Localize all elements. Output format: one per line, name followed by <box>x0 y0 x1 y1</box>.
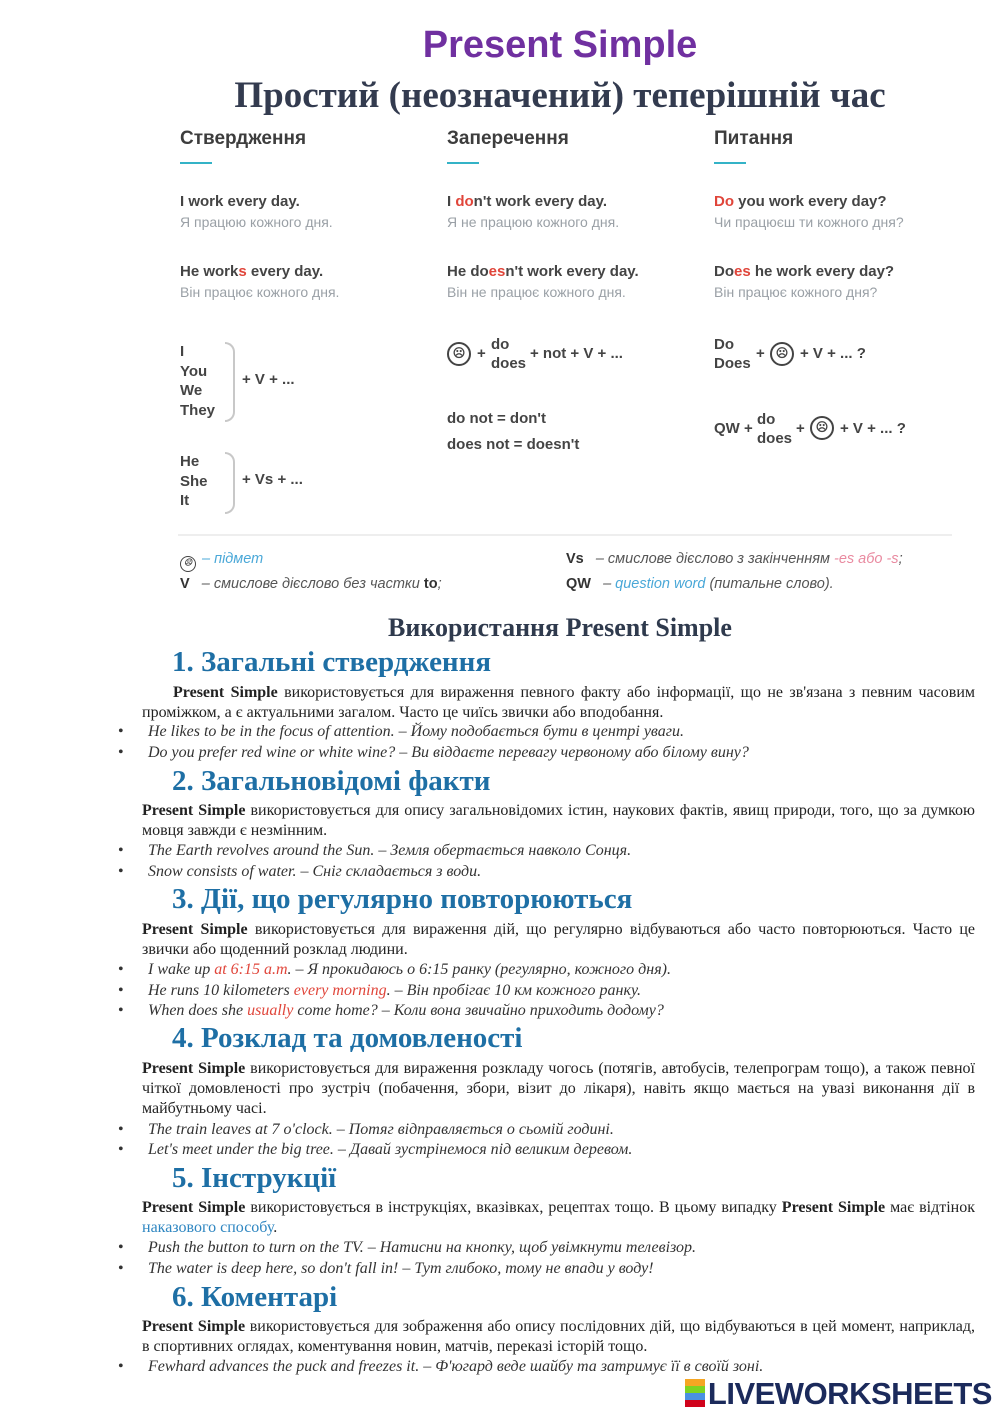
neg-contraction-2: does not = doesn't <box>447 436 580 453</box>
aff-example-2-translation: Він працює кожного дня. <box>180 284 340 300</box>
q-formula-1: + V + ... ? <box>800 345 866 362</box>
liveworksheets-logo[interactable]: LIVEWORKSHEETS <box>685 1376 992 1412</box>
title-ukrainian: Простий (неозначений) теперішній час <box>234 75 886 116</box>
aff-example-2: He works every day. <box>180 263 324 280</box>
section-3-text: Present Simple використовується для вираження дій, що регулярно відбуваються або часто повторюються. Часто це звички або щоденний розклад людини. <box>142 921 976 958</box>
q-formula-2: + V + ... ? <box>840 420 906 437</box>
neg-example-2-translation: Він не працює кожного дня. <box>447 284 626 300</box>
q-plus: + <box>796 420 805 437</box>
list-item: • Do you prefer red wine or white wine? – Ви віддаєте перевагу червоному або білому вину? <box>148 744 749 762</box>
neg-contraction-1: do not = don't <box>447 410 546 427</box>
col-underline <box>714 162 746 164</box>
q-qw: QW + <box>714 420 753 437</box>
brace <box>225 342 235 422</box>
pronoun-group-1: I You We They <box>180 343 216 419</box>
subject-face-icon: ☹ <box>810 416 834 440</box>
legend-v: V – смислове дієслово без частки to; <box>180 576 442 592</box>
formula-singular: + Vs + ... <box>242 471 303 488</box>
q-example-1: Do you work every day? <box>714 193 887 210</box>
col-underline <box>180 162 212 164</box>
q-example-1-translation: Чи працюєш ти кожного дня? <box>714 214 904 230</box>
divider <box>178 534 952 536</box>
col-head-negative: Заперечення <box>447 128 569 149</box>
col-head-question: Питання <box>714 128 794 149</box>
logo-icon <box>685 1379 705 1407</box>
list-item: • Fewhard advances the puck and freezes it. – Ф'югард веде шайбу та затримує її в своїй зоні. <box>148 1358 763 1376</box>
col-head-affirmative: Ствердження <box>180 128 307 149</box>
legend-qw: QW – question word (питальне слово). <box>566 576 834 592</box>
q-qw-do-does: do does <box>757 411 793 447</box>
legend-subject: ☹ – підмет <box>180 551 263 572</box>
section-4-heading: 4. Розклад та домовленості <box>172 1022 523 1054</box>
usage-title: Використання Present Simple <box>388 613 732 642</box>
title-english: Present Simple <box>422 24 698 66</box>
list-item: • When does she usually come home? – Коли вона звичайно приходить додому? <box>148 1002 664 1020</box>
section-1-heading: 1. Загальні ствердження <box>172 646 492 678</box>
subject-face-icon: ☹ <box>770 342 794 366</box>
list-item: • He runs 10 kilometers every morning. – Він пробігає 10 км кожного ранку. <box>148 982 641 1000</box>
col-underline <box>447 162 479 164</box>
legend-vs: Vs – смислове дієслово з закінченням -es або -s; <box>566 551 903 567</box>
list-item: • I wake up at 6:15 a.m. – Я прокидаюсь о 6:15 ранку (регулярно, кожного дня). <box>148 961 671 979</box>
q-example-2-translation: Він працює кожного дня? <box>714 284 878 300</box>
q-plus: + <box>756 345 765 362</box>
q-example-2: Does he work every day? <box>714 263 895 280</box>
formula-plural: + V + ... <box>242 371 295 388</box>
neg-formula: + not + V + ... <box>530 345 623 362</box>
subject-face-icon: ☹ <box>447 342 471 366</box>
brace <box>225 452 235 514</box>
section-5-text: Present Simple використовується в інструкціях, вказівках, рецептах тощо. В цьому випадку Present Simple має відтінок наказового способу. <box>142 1199 976 1236</box>
section-6-text: Present Simple використовується для зображення або опису послідовних дій, що відбуваються в цей момент, наприклад, в спортивних оглядах, коментування новин, матчів, переказі історій тощо. <box>142 1318 976 1355</box>
list-item: • The Earth revolves around the Sun. – Земля обертається навколо Сонця. <box>148 842 631 860</box>
list-item: • Let's meet under the big tree. – Давай зустрінемося під великим деревом. <box>148 1141 632 1159</box>
section-1-text: Present Simple використовується для вираження певного факту або інформації, що не зв'язана з певним часовим проміжком, а є актуальними загалом. Часто це чиїсь звички або вподобання. <box>142 684 976 721</box>
list-item: • Snow consists of water. – Сніг складається з води. <box>148 863 481 881</box>
pronoun-group-2: He She It <box>180 453 208 509</box>
neg-do-does: do does <box>491 336 527 372</box>
section-3-heading: 3. Дії, що регулярно повторюються <box>172 883 633 915</box>
neg-plus: + <box>477 345 486 362</box>
aff-example-1-translation: Я працюю кожного дня. <box>180 214 333 230</box>
q-do-does: Do Does <box>714 336 751 372</box>
section-4-text: Present Simple використовується для вираження розкладу чогось (потягів, автобусів, телепрограм тощо), а також певної чіткої домовленості про зустріч (побачення, збори, візит до лікаря), навіть якщо мається на увазі виконання дії в майбутньому часі. <box>142 1060 975 1117</box>
neg-example-1: I don't work every day. <box>447 193 608 210</box>
neg-example-1-translation: Я не працюю кожного дня. <box>447 214 620 230</box>
section-5-heading: 5. Інструкції <box>172 1162 337 1194</box>
section-2-heading: 2. Загальновідомі факти <box>172 765 491 797</box>
list-item: • The water is deep here, so don't fall in! – Тут глибоко, тому не впади у воду! <box>148 1260 654 1278</box>
neg-example-2: He doesn't work every day. <box>447 263 639 280</box>
section-6-heading: 6. Коментарі <box>172 1281 338 1313</box>
list-item: • Push the button to turn on the TV. – Натисни на кнопку, щоб увімкнути телевізор. <box>148 1239 696 1257</box>
list-item: • The train leaves at 7 o'clock. – Потяг відправляється о сьомій годині. <box>148 1121 614 1139</box>
aff-example-1: I work every day. <box>180 193 300 210</box>
list-item: • He likes to be in the focus of attention. – Йому подобається бути в центрі уваги. <box>148 723 684 741</box>
section-2-text: Present Simple використовується для опису загальновідомих істин, наукових фактів, явищ природи, того, що за думкою мовця завжди є незмінним. <box>142 802 976 839</box>
subject-face-icon: ☹ <box>180 556 196 572</box>
